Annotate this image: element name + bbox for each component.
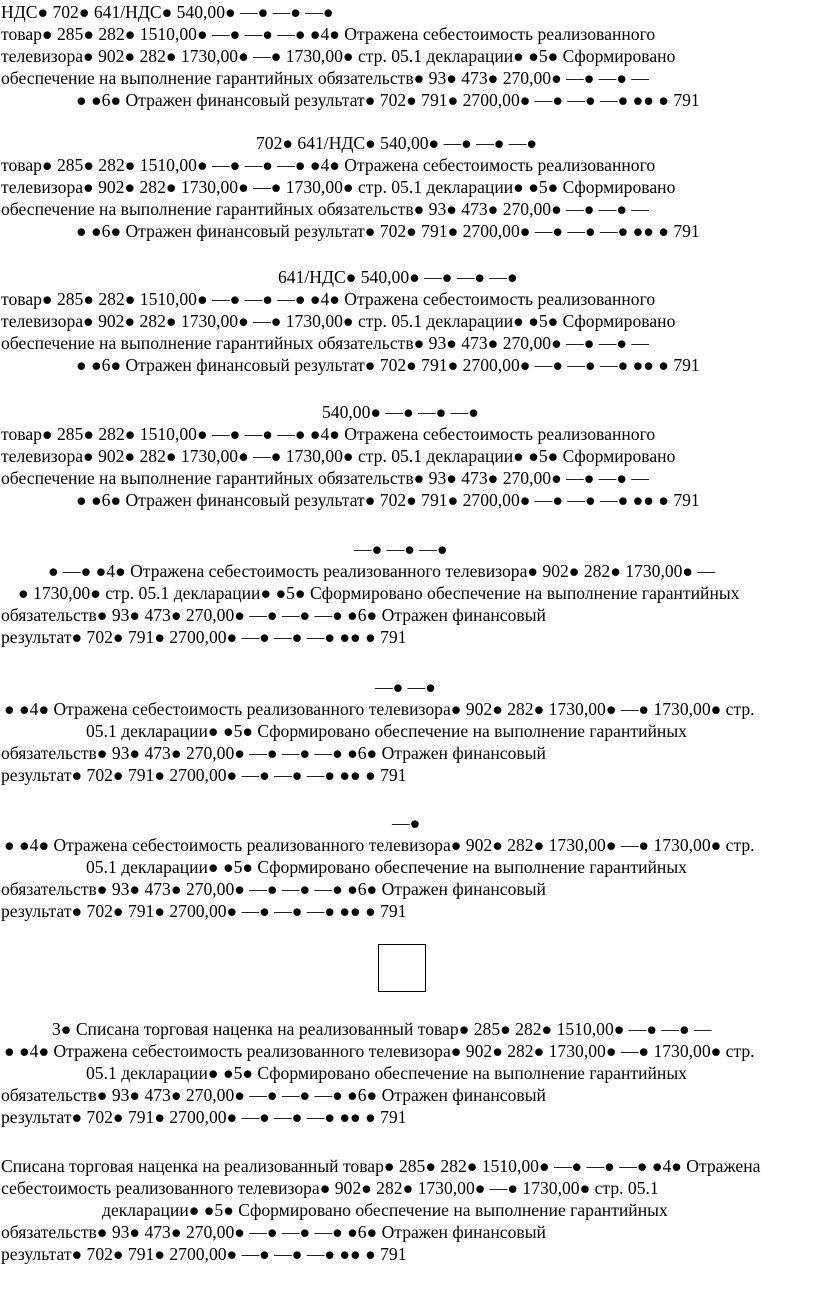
text-line: 3● Списана торговая наценка на реализованный товар● 285● 282● 1510,00● —● —● — — [52, 1019, 712, 1039]
text-line: обязательств● 93● 473● 270,00● —● —● —● ●6● Отражен финансовый — [1, 605, 546, 625]
text-line: ● ●6● Отражен финансовый результат● 702● 791● 2700,00● —● —● —● ●● ● 791 — [76, 221, 700, 241]
text-line: 641/НДС● 540,00● —● —● —● — [278, 267, 518, 287]
empty-square-box — [378, 944, 426, 992]
text-line: товар● 285● 282● 1510,00● —● —● —● ●4● Отражена себестоимость реализованного — [1, 289, 656, 309]
text-line: обязательств● 93● 473● 270,00● —● —● —● ●6● Отражен финансовый — [1, 743, 546, 763]
text-line: обязательств● 93● 473● 270,00● —● —● —● ●6● Отражен финансовый — [1, 879, 546, 899]
text-line: результат● 702● 791● 2700,00● —● —● —● ●● ● 791 — [1, 1107, 407, 1127]
text-line: результат● 702● 791● 2700,00● —● —● —● ●● ● 791 — [1, 627, 407, 647]
text-line: обязательств● 93● 473● 270,00● —● —● —● ●6● Отражен финансовый — [1, 1222, 546, 1242]
text-line: обязательств● 93● 473● 270,00● —● —● —● ●6● Отражен финансовый — [1, 1085, 546, 1105]
text-line: ● ●4● Отражена себестоимость реализованного телевизора● 902● 282● 1730,00● —● 1730,00● стр. — [4, 699, 755, 719]
text-line: ● ●6● Отражен финансовый результат● 702● 791● 2700,00● —● —● —● ●● ● 791 — [76, 355, 700, 375]
text-line: результат● 702● 791● 2700,00● —● —● —● ●● ● 791 — [1, 765, 407, 785]
text-line: телевизора● 902● 282● 1730,00● —● 1730,00● стр. 05.1 декларации● ●5● Сформировано — [1, 446, 676, 466]
text-line: ● 1730,00● стр. 05.1 декларации● ●5● Сформировано обеспечение на выполнение гарантийных — [18, 583, 740, 603]
text-line: ● ●4● Отражена себестоимость реализованного телевизора● 902● 282● 1730,00● —● 1730,00● стр. — [4, 835, 755, 855]
text-line: —● —● —● — [354, 539, 448, 559]
text-line: —● — [392, 813, 421, 833]
text-line: обеспечение на выполнение гарантийных обязательств● 93● 473● 270,00● —● —● — — [1, 199, 649, 219]
text-line: телевизора● 902● 282● 1730,00● —● 1730,00● стр. 05.1 декларации● ●5● Сформировано — [1, 177, 676, 197]
text-line: 540,00● —● —● —● — [322, 402, 479, 422]
text-line: 05.1 декларации● ●5● Сформировано обеспечение на выполнение гарантийных — [86, 1063, 687, 1083]
text-line: Списана торговая наценка на реализованный товар● 285● 282● 1510,00● —● —● —● ●4● Отражена — [1, 1156, 761, 1176]
text-line: результат● 702● 791● 2700,00● —● —● —● ●● ● 791 — [1, 1244, 407, 1264]
text-line: товар● 285● 282● 1510,00● —● —● —● ●4● Отражена себестоимость реализованного — [1, 155, 656, 175]
text-line: 702● 641/НДС● 540,00● —● —● —● — [256, 133, 538, 153]
text-line: обеспечение на выполнение гарантийных обязательств● 93● 473● 270,00● —● —● — — [1, 333, 649, 353]
text-line: ● ●6● Отражен финансовый результат● 702● 791● 2700,00● —● —● —● ●● ● 791 — [76, 490, 700, 510]
text-line: телевизора● 902● 282● 1730,00● —● 1730,00● стр. 05.1 декларации● ●5● Сформировано — [1, 311, 676, 331]
text-line: 05.1 декларации● ●5● Сформировано обеспечение на выполнение гарантийных — [86, 721, 687, 741]
text-line: обеспечение на выполнение гарантийных обязательств● 93● 473● 270,00● —● —● — — [1, 68, 649, 88]
text-line: телевизора● 902● 282● 1730,00● —● 1730,00● стр. 05.1 декларации● ●5● Сформировано — [1, 46, 676, 66]
text-line: обеспечение на выполнение гарантийных обязательств● 93● 473● 270,00● —● —● — — [1, 468, 649, 488]
text-line: себестоимость реализованного телевизора● 902● 282● 1730,00● —● 1730,00● стр. 05.1 — [1, 1178, 659, 1198]
text-line: ● ●6● Отражен финансовый результат● 702● 791● 2700,00● —● —● —● ●● ● 791 — [76, 90, 700, 110]
text-line: товар● 285● 282● 1510,00● —● —● —● ●4● Отражена себестоимость реализованного — [1, 424, 656, 444]
text-line: ● —● ●4● Отражена себестоимость реализованного телевизора● 902● 282● 1730,00● — — [48, 561, 716, 581]
text-line: 05.1 декларации● ●5● Сформировано обеспечение на выполнение гарантийных — [86, 857, 687, 877]
text-line: товар● 285● 282● 1510,00● —● —● —● ●4● Отражена себестоимость реализованного — [1, 24, 656, 44]
text-line: НДС● 702● 641/НДС● 540,00● —● —● —● — [1, 2, 334, 22]
text-line: —● —● — [375, 677, 436, 697]
text-line: ● ●4● Отражена себестоимость реализованного телевизора● 902● 282● 1730,00● —● 1730,00● стр. — [4, 1041, 755, 1061]
text-line: декларации● ●5● Сформировано обеспечение на выполнение гарантийных — [102, 1200, 668, 1220]
text-line: результат● 702● 791● 2700,00● —● —● —● ●● ● 791 — [1, 901, 407, 921]
